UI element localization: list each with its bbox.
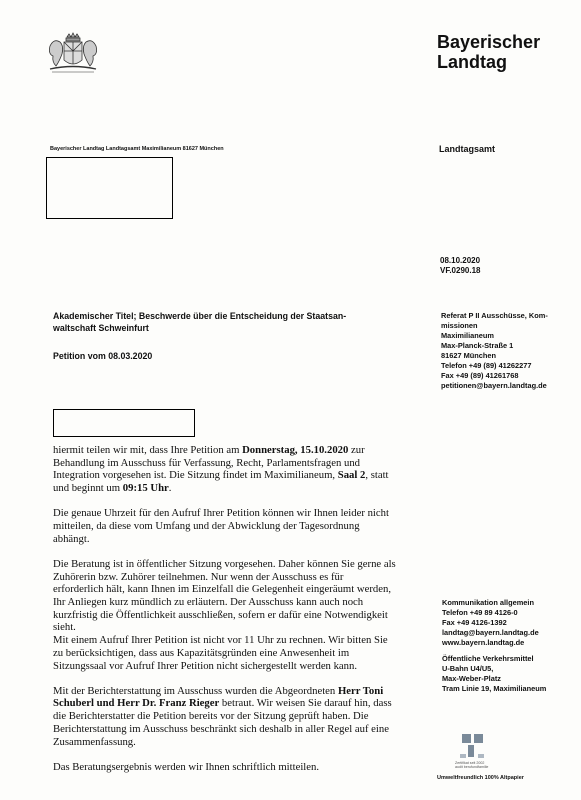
communication-heading: Kommunikation allgemein — [442, 598, 534, 607]
date-reference-block — [440, 256, 480, 276]
communication-block — [442, 598, 581, 694]
letter-paragraph-6: Das Beratungsergebnis werden wir Ihnen schriftlich mitteilen. — [53, 760, 320, 773]
session-date: Donnerstag, 15.10.2020 — [242, 444, 349, 456]
letter-paragraph-3: Die Beratung ist in öffentlicher Sitzung vorgesehen. Daher können Sie gerne als Zuhörerin bzw. Zuhörer teilnehmen. Nur wenn der Ausschuss es für erforderlich hält, kann Ihnen im Einzelfall die Gelegenheit eingeräumt werden, Ihr Anliegen kurz mündlich zu erläutern. Der Ausschuss kann auch noch kurzfristig die Öffentlichkeit ausschließen, sofern er dafür eine Notwendigkeit sieht. — [53, 557, 396, 634]
communication-email[interactable]: landtag@bayern.landtag.de — [442, 628, 539, 637]
letter-body — [53, 444, 396, 786]
subject-line — [53, 310, 393, 334]
contact-email[interactable]: petitionen@bayern.landtag.de — [441, 381, 547, 390]
transport-line: Max-Weber-Platz — [442, 674, 502, 683]
contact-phone: Telefon +49 (89) 41262277 — [441, 361, 532, 370]
subject-line-2: waltschaft Schweinfurt — [53, 323, 149, 333]
letter-paragraph-5: Mit der Berichterstattung im Ausschuss wurden die Abgeordneten Herr Toni Schuberl und Herr Dr. Franz Rieger betraut. Wir weisen Sie darauf hin, dass die Berichterstatter die Petition bereits vor der Sitzung geprüft haben. Die Berichterstattung im Ausschuss beschränkt sich deshalb in aller Regel auf eine Zusammenfassung. — [53, 684, 392, 748]
letter-paragraph-2: Die genaue Uhrzeit für den Aufruf Ihrer Petition können wir Ihnen leider nicht mitteilen, da diese vom Umfang und der Abwicklung der Tagesordnung abhängt. — [53, 507, 389, 545]
letter-paragraph-1: hiermit teilen wir mit, dass Ihre Petition am Donnerstag, 15.10.2020 zur Behandlung im Ausschuss für Verfassung, Recht, Parlamentsfragen und Integration vorgesehen ist. Die Sitzung findet im Maximilianeum, Saal 2, statt und beginnt um 09:15 Uhr. — [53, 444, 389, 495]
recipient-address-redaction-box — [46, 157, 173, 219]
rapporteur-names: Herr Toni Schuberl und Herr Dr. Franz Rieger — [53, 684, 384, 710]
certificate-caption: Zertifikat seit 2002 audit berufundfamilie — [455, 761, 489, 769]
salutation-redaction-box — [53, 409, 195, 437]
department-label: Landtagsamt — [439, 144, 496, 154]
recycled-paper-note: Umweltfreundlich 100% Altpapier — [437, 775, 524, 781]
contact-line: Maximilianeum — [441, 331, 494, 340]
transport-heading: Öffentliche Verkehrsmittel — [442, 654, 534, 663]
reference-number: VF.0290.18 — [440, 266, 481, 275]
petition-date: Petition vom 08.03.2020 — [53, 351, 153, 361]
communication-website[interactable]: www.bayern.landtag.de — [442, 638, 525, 647]
brand-line-1: Bayerischer — [437, 32, 541, 52]
bavarian-coat-of-arms-icon — [44, 32, 102, 74]
brand-line-2: Landtag — [437, 52, 507, 72]
session-room: Saal 2 — [337, 469, 366, 482]
transport-line: Tram Linie 19, Maximilianeum — [442, 684, 547, 693]
contact-line: Max-Planck-Straße 1 — [441, 341, 514, 350]
letter-date: 08.10.2020 — [440, 256, 481, 265]
communication-fax: Fax +49 4126-1392 — [442, 618, 507, 627]
subject-line-1: Akademischer Titel; Beschwerde über die Entscheidung der Staatsan- — [53, 311, 347, 321]
letter-paragraph-4: Mit einem Aufruf Ihrer Petition ist nicht vor 11 Uhr zu rechnen. Wir bitten Sie zu berücksichtigen, dass aus Kapazitätsgründen eine Anwesenheit im Sitzungssaal vor Aufruf Ihrer Petition nicht sichergestellt werden kann. — [53, 634, 388, 672]
brand-wordmark — [437, 32, 540, 72]
contact-line: 81627 München — [441, 351, 497, 360]
communication-phone: Telefon +49 89 4126-0 — [442, 608, 518, 617]
session-time: 09:15 Uhr — [122, 482, 169, 495]
transport-line: U-Bahn U4/U5, — [442, 664, 494, 673]
contact-line: Referat P II Ausschüsse, Kom- — [441, 311, 548, 320]
contact-block — [441, 311, 581, 391]
sender-return-line: Bayerischer Landtag Landtagsamt Maximilianeum 81627 München — [50, 146, 224, 152]
contact-line: missionen — [441, 321, 478, 330]
contact-fax: Fax +49 (89) 41261768 — [441, 371, 519, 380]
